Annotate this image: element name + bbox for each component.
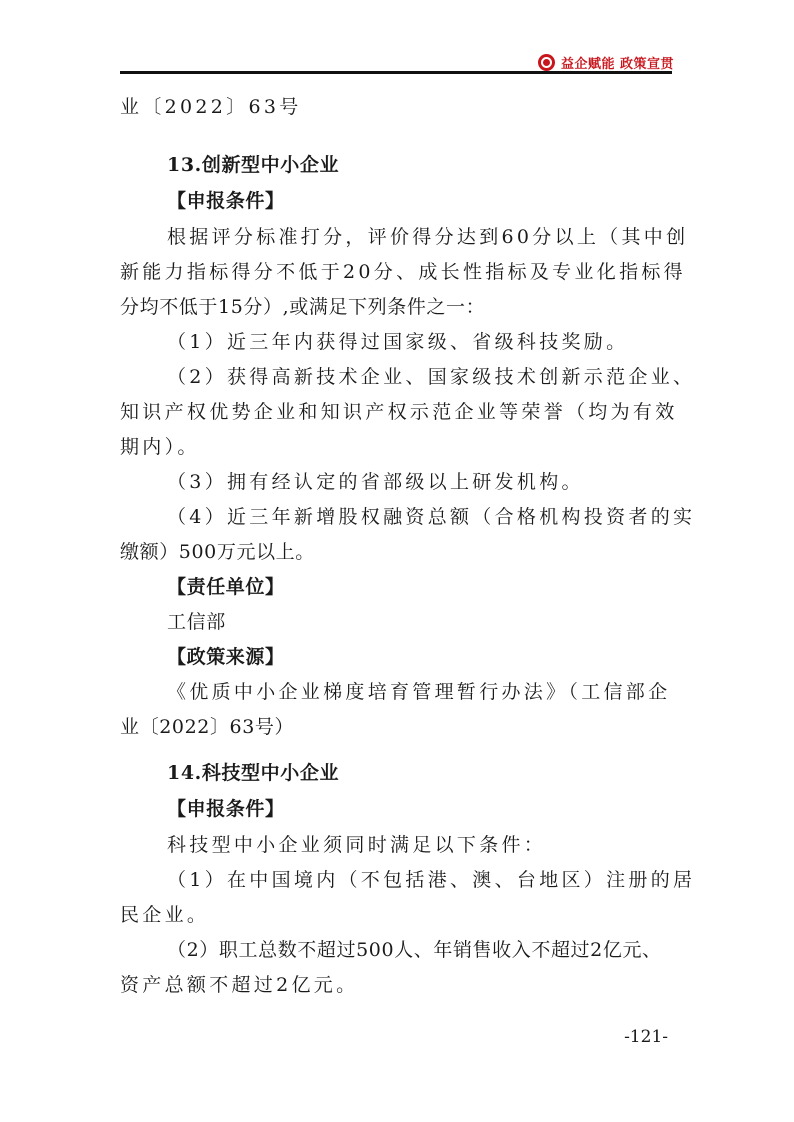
logo-emblem-icon [538, 54, 555, 71]
paragraph-line: 民企业。 [120, 904, 210, 926]
list-item: （4）近三年新增股权融资总额（合格机构投资者的实 [167, 506, 696, 528]
subsection-heading: 【责任单位】 [167, 576, 285, 598]
logo-text: 益企赋能 政策宣贯 [560, 57, 674, 72]
paragraph-line: 业〔2022〕63号） [120, 716, 295, 738]
section-heading: 13.创新型中小企业 [167, 154, 340, 176]
paragraph-line: 根据评分标准打分，评价得分达到60分以上（其中创 [167, 226, 689, 248]
list-item: （2）职工总数不超过500人、年销售收入不超过2亿元、 [167, 939, 662, 961]
subsection-heading: 【政策来源】 [167, 646, 285, 668]
paragraph-line: 缴额）500万元以上。 [120, 541, 315, 563]
subsection-heading: 【申报条件】 [167, 798, 285, 820]
header-logo [538, 53, 674, 72]
paragraph-line: 期内）。 [120, 436, 200, 458]
paragraph-line: 分均不低于15分）,或满足下列条件之一： [120, 296, 486, 318]
page-number: -121- [624, 1027, 668, 1047]
list-item: （2）获得高新技术企业、国家级技术创新示范企业、 [167, 366, 696, 388]
list-item: （3）拥有经认定的省部级以上研发机构。 [167, 471, 584, 493]
list-item: （1）近三年内获得过国家级、省级科技奖励。 [167, 331, 629, 353]
paragraph-line: 新能力指标得分不低于20分、成长性指标及专业化指标得 [120, 261, 686, 283]
header-divider [120, 71, 672, 74]
paragraph-line: 科技型中小企业须同时满足以下条件： [167, 834, 547, 856]
subsection-heading: 【申报条件】 [167, 190, 285, 212]
text-line: 业〔2022〕63号 [120, 96, 302, 118]
section-heading: 14.科技型中小企业 [167, 762, 340, 784]
paragraph-line: 资产总额不超过2亿元。 [120, 974, 359, 996]
paragraph-line: 知识产权优势企业和知识产权示范企业等荣誉（均为有效 [120, 401, 678, 423]
paragraph-line: 《优质中小企业梯度培育管理暂行办法》（工信部企 [167, 681, 671, 703]
paragraph-line: 工信部 [167, 611, 226, 633]
list-item: （1）在中国境内（不包括港、澳、台地区）注册的居 [167, 869, 696, 891]
